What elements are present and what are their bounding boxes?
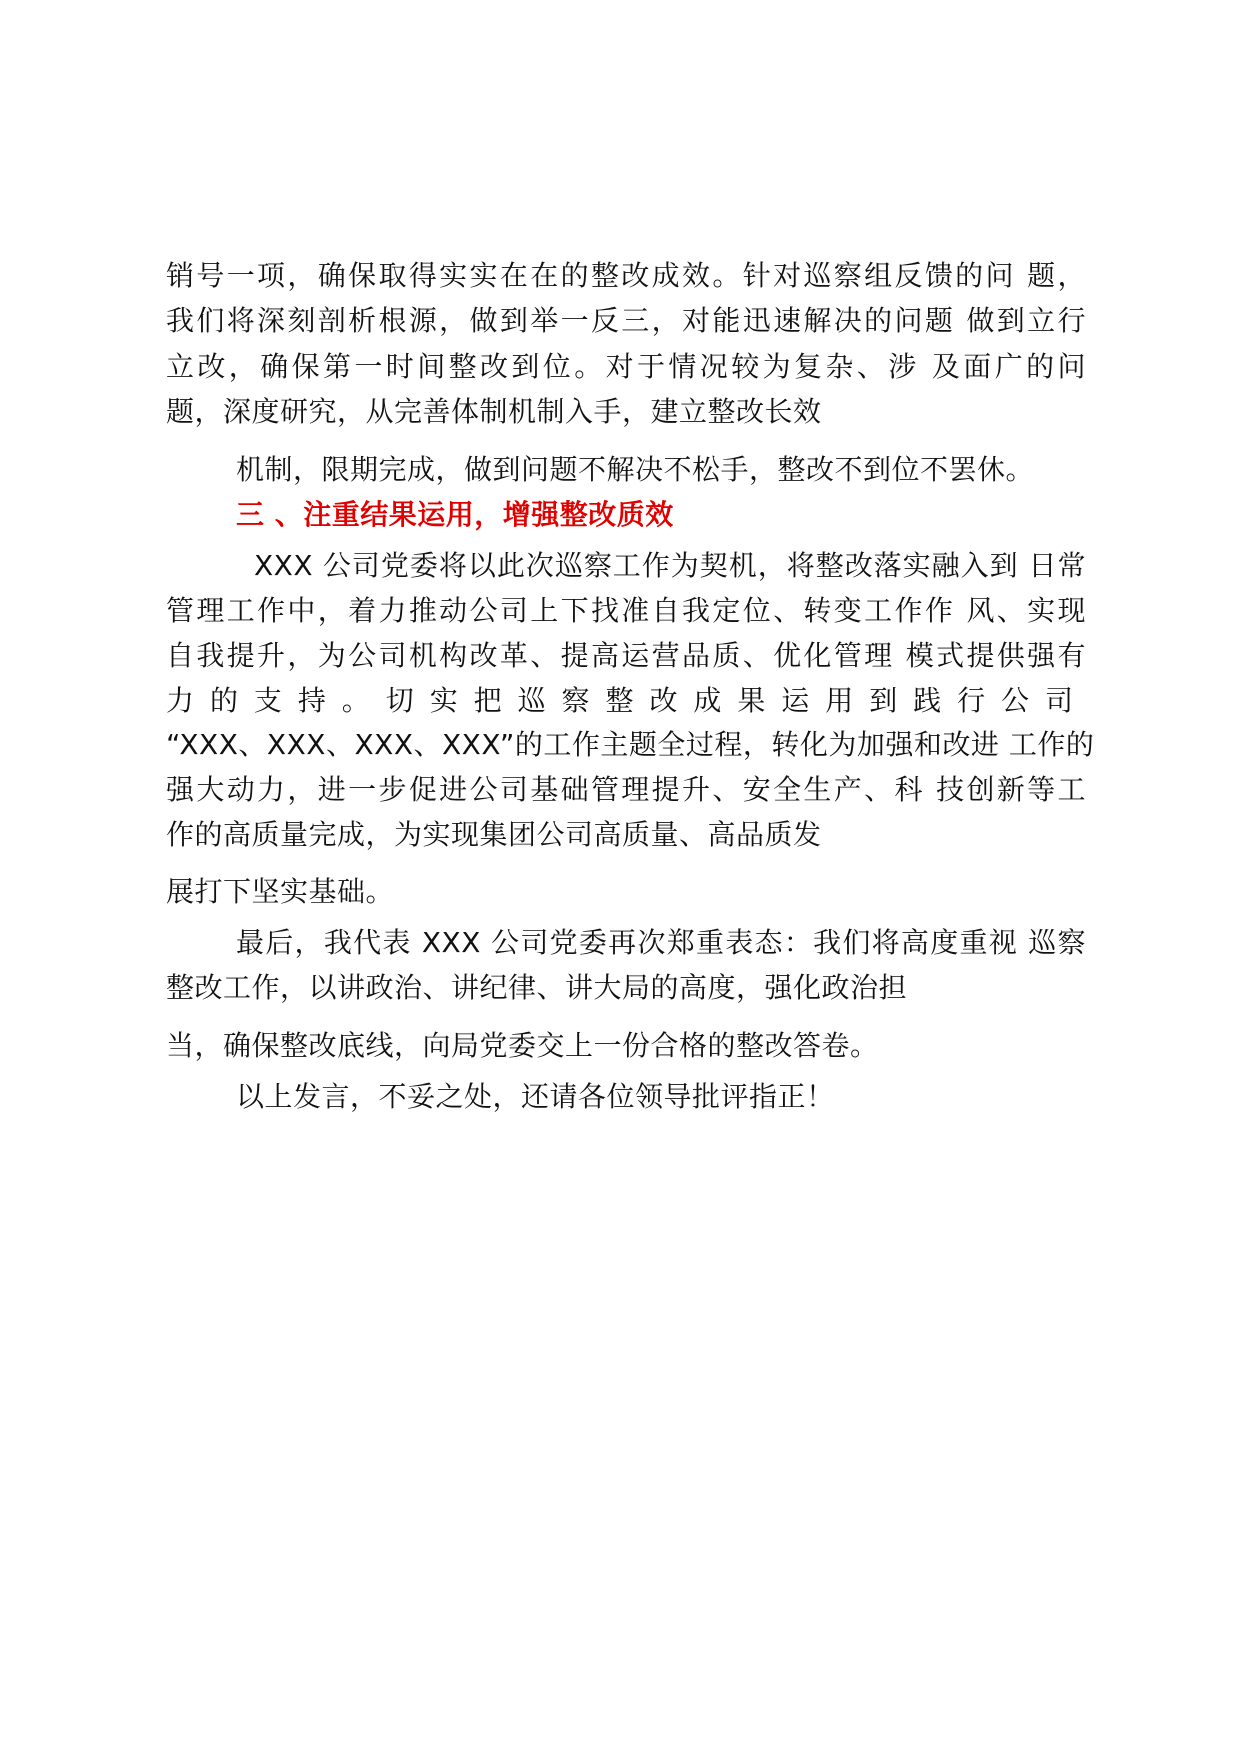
paragraph-line: XXX 公司党委将以此次巡察工作为契机，将整改落实融入到 日常 xyxy=(254,549,1086,582)
paragraph-line: 最后，我代表 XXX 公司党委再次郑重表态：我们将高度重视 巡察 xyxy=(236,926,1086,959)
paragraph-line: 管理工作中，着力推动公司上下找准自我定位、转变工作作 风、实现 xyxy=(166,594,1086,627)
paragraph-line: 展打下坚实基础。 xyxy=(166,875,395,908)
paragraph-line: 立改，确保第一时间整改到位。对于情况较为复杂、涉 及面广的问 xyxy=(166,350,1086,383)
paragraph-line: 当，确保整改底线，向局党委交上一份合格的整改答卷。 xyxy=(166,1029,879,1062)
paragraph-line: 销号一项，确保取得实实在在的整改成效。针对巡察组反馈的问 题， xyxy=(166,259,1086,292)
paragraph-line: 作的高质量完成，为实现集团公司高质量、高品质发 xyxy=(166,818,822,851)
paragraph-line: 以上发言，不妥之处，还请各位领导批评指正！ xyxy=(236,1080,835,1113)
paragraph-line: 题，深度研究，从完善体制机制入手，建立整改长效 xyxy=(166,395,822,428)
paragraph-line: 机制，限期完成，做到问题不解决不松手，整改不到位不罢休。 xyxy=(236,453,1035,486)
paragraph-line: “XXX、XXX、XXX、XXX”的工作主题全过程，转化为加强和改进 工作的 xyxy=(166,728,1095,761)
paragraph-line: 我们将深刻剖析根源，做到举一反三，对能迅速解决的问题 做到立行 xyxy=(166,304,1086,337)
paragraph-line: 整改工作，以讲政治、讲纪律、讲大局的高度，强化政治担 xyxy=(166,971,908,1004)
section-heading: 三 、注重结果运用，增强整改质效 xyxy=(236,498,674,531)
paragraph-line: 力的支持。切实把巡察整改成果运用到践行公司 xyxy=(166,684,1086,717)
paragraph-line: 强大动力，进一步促进公司基础管理提升、安全生产、科 技创新等工 xyxy=(166,773,1086,806)
paragraph-line: 自我提升，为公司机构改革、提高运营品质、优化管理 模式提供强有 xyxy=(166,639,1086,672)
